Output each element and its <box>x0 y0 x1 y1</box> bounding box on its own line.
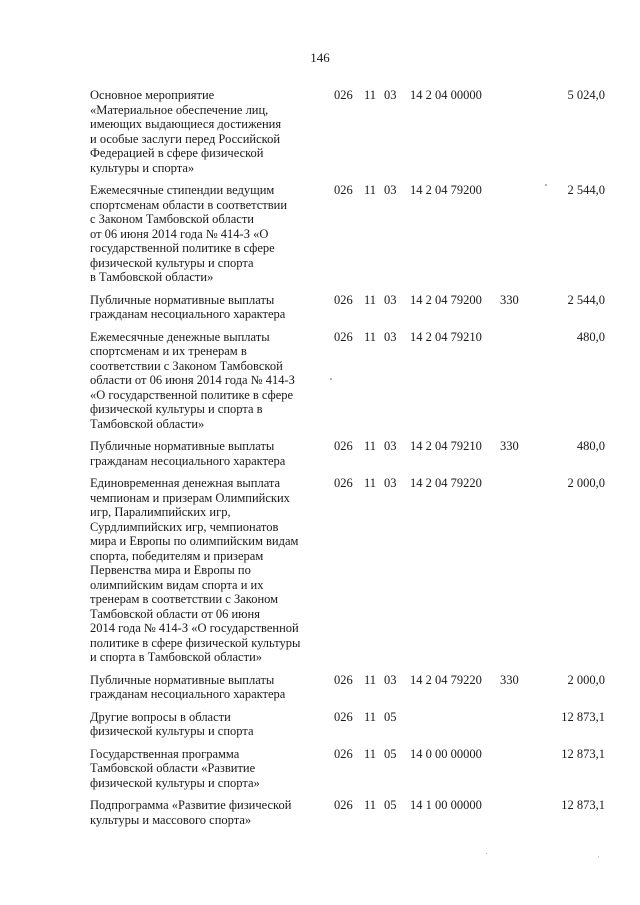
row-ved: 026 <box>334 476 353 490</box>
table-row <box>0 183 640 285</box>
row-name: Ежемесячные стипендии ведущим спортсменам области в соответствии с Законом Тамбовской области от 06 июня 2014 года № 414-З «О государственной политике в сфере физической культуры и спорта в Тамбовской области» <box>90 183 288 284</box>
table-row <box>0 798 640 827</box>
scan-speck <box>486 853 487 854</box>
row-ved: 026 <box>334 439 353 453</box>
scan-speck <box>598 856 599 857</box>
table-row <box>0 710 640 739</box>
row-vr: 330 <box>500 672 519 687</box>
row-rz: 11 <box>364 329 377 344</box>
row-csr: 14 2 04 79210 <box>410 439 482 453</box>
table-row <box>0 330 640 432</box>
row-csr: 14 2 04 79200 <box>410 292 482 307</box>
row-rz: 11 <box>364 88 377 102</box>
row-name: Публичные нормативные выплаты гражданам несоциального характера <box>90 672 286 701</box>
row-name: Подпрограмма «Развитие физической культуры и массового спорта» <box>90 798 292 827</box>
scan-speck <box>545 184 547 186</box>
row-rz: 11 <box>364 798 377 812</box>
budget-table <box>0 88 640 835</box>
row-pr: 05 <box>384 746 397 761</box>
row-name: Публичные нормативные выплаты гражданам несоциального характера <box>90 439 286 468</box>
row-sum: 480,0 <box>576 439 605 453</box>
row-ved: 026 <box>334 88 353 102</box>
row-rz: 11 <box>364 672 377 687</box>
table-row <box>0 747 640 791</box>
row-ved: 026 <box>334 672 353 687</box>
row-rz: 11 <box>364 292 377 307</box>
row-sum: 2 544,0 <box>567 292 605 307</box>
row-csr: 14 2 04 79200 <box>410 183 482 197</box>
row-rz: 11 <box>364 439 377 453</box>
row-sum: 480,0 <box>576 329 605 344</box>
row-csr: 14 2 04 00000 <box>410 88 482 102</box>
row-ved: 026 <box>334 798 353 812</box>
row-pr: 03 <box>384 439 397 453</box>
row-pr: 03 <box>384 672 397 687</box>
row-sum: 2 000,0 <box>567 672 605 687</box>
row-pr: 03 <box>384 183 397 197</box>
row-rz: 11 <box>364 746 377 761</box>
row-ved: 026 <box>334 709 353 724</box>
row-pr: 03 <box>384 292 397 307</box>
row-csr: 14 2 04 79220 <box>410 672 482 687</box>
row-vr: 330 <box>500 439 519 453</box>
row-rz: 11 <box>364 709 377 724</box>
row-rz: 11 <box>364 476 377 490</box>
table-row <box>0 673 640 702</box>
row-name: Ежемесячные денежные выплаты спортсменам и их тренерам в соответствии с Законом Тамбовской области от 06 июня 2014 года № 414-З «О государственной политике в сфере физической культуры и спорта в Тамбовской области» <box>90 329 295 431</box>
row-pr: 03 <box>384 88 397 102</box>
row-name: Основное мероприятие «Материальное обеспечение лиц, имеющих выдающиеся достижения и особые заслуги перед Российской Федерацией в сфере физической культуры и спорта» <box>90 88 282 175</box>
row-sum: 2 544,0 <box>567 183 605 197</box>
page-number: 146 <box>310 50 330 65</box>
table-row <box>0 293 640 322</box>
row-ved: 026 <box>334 746 353 761</box>
table-row <box>0 439 640 468</box>
row-csr: 14 2 04 79220 <box>410 476 482 490</box>
row-ved: 026 <box>334 329 353 344</box>
row-vr: 330 <box>500 292 519 307</box>
table-row <box>0 476 640 665</box>
row-csr: 14 1 00 00000 <box>410 798 482 812</box>
row-ved: 026 <box>334 183 353 197</box>
row-name: Другие вопросы в области физической культуры и спорта <box>90 709 254 738</box>
row-name: Единовременная денежная выплата чемпионам и призерам Олимпийских игр, Паралимпийских игр, Сурдлимпийских игр, чемпионатов мира и Европы по олимпийским видам спорта, победителям и призерам Первенства мира и Европы по олимпийским видам спорта и их тренерам в соответствии с Законом Тамбовской области от 06 июня 2014 года № 414-З «О государственной политике в сфере физической культуры и спорта в Тамбовской области» <box>90 476 301 664</box>
row-sum: 12 873,1 <box>561 746 605 761</box>
row-pr: 03 <box>384 476 397 490</box>
row-name: Публичные нормативные выплаты гражданам несоциального характера <box>90 292 286 321</box>
row-sum: 5 024,0 <box>567 88 605 102</box>
row-sum: 12 873,1 <box>561 709 605 724</box>
row-sum: 2 000,0 <box>567 476 605 490</box>
row-name: Государственная программа Тамбовской области «Развитие физической культуры и спорта» <box>90 746 260 790</box>
row-csr: 14 2 04 79210 <box>410 329 482 344</box>
row-ved: 026 <box>334 292 353 307</box>
row-pr: 05 <box>384 798 397 812</box>
row-pr: 05 <box>384 709 397 724</box>
row-sum: 12 873,1 <box>561 798 605 812</box>
scan-speck <box>330 378 332 380</box>
row-pr: 03 <box>384 329 397 344</box>
row-rz: 11 <box>364 183 377 197</box>
row-csr: 14 0 00 00000 <box>410 746 482 761</box>
table-row <box>0 88 640 175</box>
